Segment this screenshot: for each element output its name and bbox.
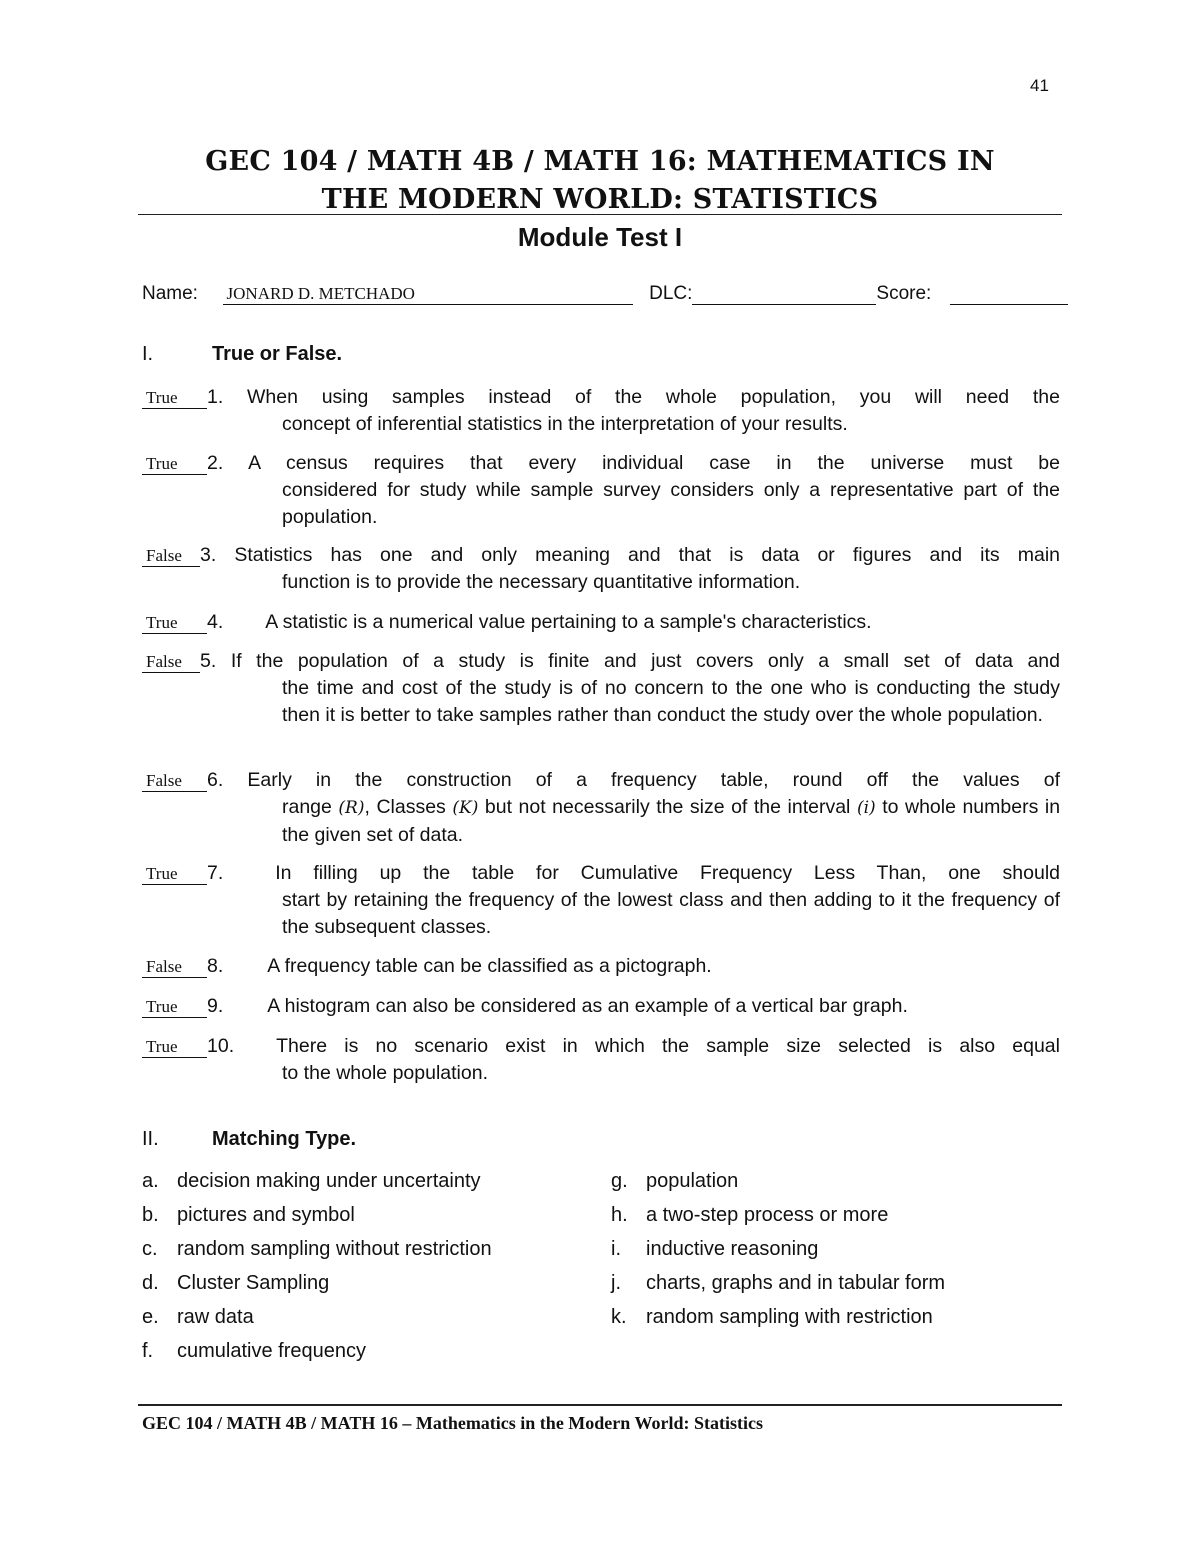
matching-left-column	[142, 1164, 492, 1368]
question-text: Statistics has one and only meaning and that is data or figures and its main	[234, 544, 1060, 566]
question-1	[142, 384, 1060, 438]
page-title	[138, 143, 1062, 219]
question-text-cont: range	[282, 796, 332, 818]
answer-blank-10[interactable]: True	[142, 1037, 207, 1058]
item-text: Cluster Sampling	[177, 1272, 330, 1294]
student-info-row	[142, 283, 1068, 305]
dlc-field[interactable]	[692, 283, 876, 305]
matching-right-column	[611, 1164, 945, 1334]
question-4	[142, 609, 1060, 636]
list-item	[142, 1198, 492, 1232]
question-number: 4.	[207, 611, 224, 633]
section-2-title: Matching Type.	[212, 1128, 357, 1150]
section-2-number: II.	[142, 1128, 159, 1150]
question-text-cont: start by retaining the frequency of the lowest class and then adding to it the frequency of the subsequent classes.	[282, 889, 1060, 938]
question-10	[142, 1033, 1060, 1087]
question-text: Early in the construction of a frequency table, round off the values of	[247, 769, 1061, 791]
section-1-title: True or False.	[212, 343, 343, 365]
question-text: In filling up the table for Cumulative Frequency Less Than, one should	[275, 862, 1060, 884]
item-text: random sampling without restriction	[177, 1238, 492, 1260]
item-text: decision making under uncertainty	[177, 1170, 481, 1192]
name-field[interactable]: JONARD D. METCHADO	[223, 284, 633, 305]
item-letter: e.	[142, 1306, 159, 1328]
question-text: A statistic is a numerical value pertaining to a sample's characteristics.	[265, 611, 872, 633]
title-line-1: GEC 104 / MATH 4B / MATH 16: MATHEMATICS IN	[205, 146, 995, 177]
question-number: 8.	[207, 955, 224, 977]
answer-blank-6[interactable]: False	[142, 771, 207, 792]
question-text: A histogram can also be considered as an example of a vertical bar graph.	[267, 995, 908, 1017]
range-symbol: (R)	[338, 798, 365, 818]
question-text-cont: to the whole population.	[282, 1062, 488, 1084]
question-text-cont: but not necessarily the size of the interval	[484, 796, 851, 818]
question-9	[142, 993, 1060, 1020]
score-label: Score:	[876, 283, 932, 304]
section-1-heading	[142, 343, 342, 366]
list-item	[142, 1164, 492, 1198]
section-2-heading	[142, 1128, 356, 1151]
item-letter: k.	[611, 1306, 627, 1328]
classes-symbol: (K)	[452, 798, 479, 818]
name-label: Name:	[142, 283, 198, 304]
item-letter: h.	[611, 1204, 628, 1226]
question-text: When using samples instead of the whole population, you will need the	[247, 386, 1060, 408]
answer-blank-1[interactable]: True	[142, 388, 207, 409]
answer-blank-4[interactable]: True	[142, 613, 207, 634]
question-number: 7.	[207, 862, 224, 884]
section-1-number: I.	[142, 343, 154, 365]
score-field[interactable]	[950, 283, 1068, 305]
page-footer: GEC 104 / MATH 4B / MATH 16 – Mathematics in the Modern World: Statistics	[142, 1413, 763, 1433]
list-item	[611, 1164, 945, 1198]
item-letter: g.	[611, 1170, 628, 1192]
item-text: charts, graphs and in tabular form	[646, 1272, 946, 1294]
question-6	[142, 767, 1060, 849]
answer-blank-8[interactable]: False	[142, 957, 207, 978]
question-text-cont: function is to provide the necessary quantitative information.	[282, 571, 801, 593]
list-item	[142, 1334, 492, 1368]
question-number: 2.	[207, 452, 224, 474]
item-text: raw data	[177, 1306, 254, 1328]
question-3	[142, 542, 1060, 596]
list-item	[611, 1300, 945, 1334]
item-text: pictures and symbol	[177, 1204, 355, 1226]
question-text: A census requires that every individual case in the universe must be	[248, 452, 1060, 474]
title-line-2: THE MODERN WORLD: STATISTICS	[321, 184, 879, 215]
list-item	[142, 1266, 492, 1300]
answer-blank-9[interactable]: True	[142, 997, 207, 1018]
item-letter: d.	[142, 1272, 159, 1294]
page-number: 41	[1030, 76, 1049, 95]
footer-rule	[138, 1404, 1062, 1406]
item-letter: f.	[142, 1340, 154, 1362]
item-text: a two-step process or more	[646, 1204, 889, 1226]
question-2	[142, 450, 1060, 531]
question-number: 1.	[207, 386, 224, 408]
item-letter: b.	[142, 1204, 159, 1226]
question-text: If the population of a study is finite and just covers only a small set of data and	[230, 650, 1061, 672]
list-item	[142, 1300, 492, 1334]
question-text-cont: , Classes	[364, 796, 446, 818]
item-text: random sampling with restriction	[646, 1306, 933, 1328]
list-item	[611, 1232, 945, 1266]
title-rule	[138, 214, 1062, 215]
item-text: inductive reasoning	[646, 1238, 819, 1260]
question-number: 10.	[207, 1035, 235, 1057]
question-number: 9.	[207, 995, 224, 1017]
list-item	[142, 1232, 492, 1266]
item-letter: j.	[611, 1272, 621, 1294]
question-8	[142, 953, 1060, 980]
item-letter: c.	[142, 1238, 158, 1260]
question-7	[142, 860, 1060, 941]
answer-blank-2[interactable]: True	[142, 454, 207, 475]
module-subtitle: Module Test I	[517, 222, 683, 252]
question-number: 6.	[207, 769, 224, 791]
interval-symbol: (i)	[856, 798, 876, 818]
item-text: cumulative frequency	[177, 1340, 366, 1362]
question-text-cont: considered for study while sample survey considers only a representative part of the population.	[282, 479, 1060, 528]
answer-blank-3[interactable]: False	[142, 546, 200, 567]
question-text-cont: the time and cost of the study is of no concern to the one who is conducting the study then it is better to take samples rather than conduct the study over the whole population.	[282, 677, 1060, 726]
question-text-cont: concept of inferential statistics in the interpretation of your results.	[282, 413, 848, 435]
item-text: population	[646, 1170, 739, 1192]
item-letter: i.	[611, 1238, 621, 1260]
item-letter: a.	[142, 1170, 159, 1192]
question-number: 3.	[200, 544, 217, 566]
dlc-label: DLC:	[649, 283, 693, 304]
answer-blank-7[interactable]: True	[142, 864, 207, 885]
question-text: A frequency table can be classified as a pictograph.	[267, 955, 712, 977]
answer-blank-5[interactable]: False	[142, 652, 200, 673]
list-item	[611, 1198, 945, 1232]
list-item	[611, 1266, 945, 1300]
question-5	[142, 648, 1060, 729]
question-text-cont: to whole numbers in the given set of data.	[282, 796, 1061, 846]
question-number: 5.	[200, 650, 217, 672]
question-text: There is no scenario exist in which the sample size selected is also equal	[276, 1035, 1060, 1057]
